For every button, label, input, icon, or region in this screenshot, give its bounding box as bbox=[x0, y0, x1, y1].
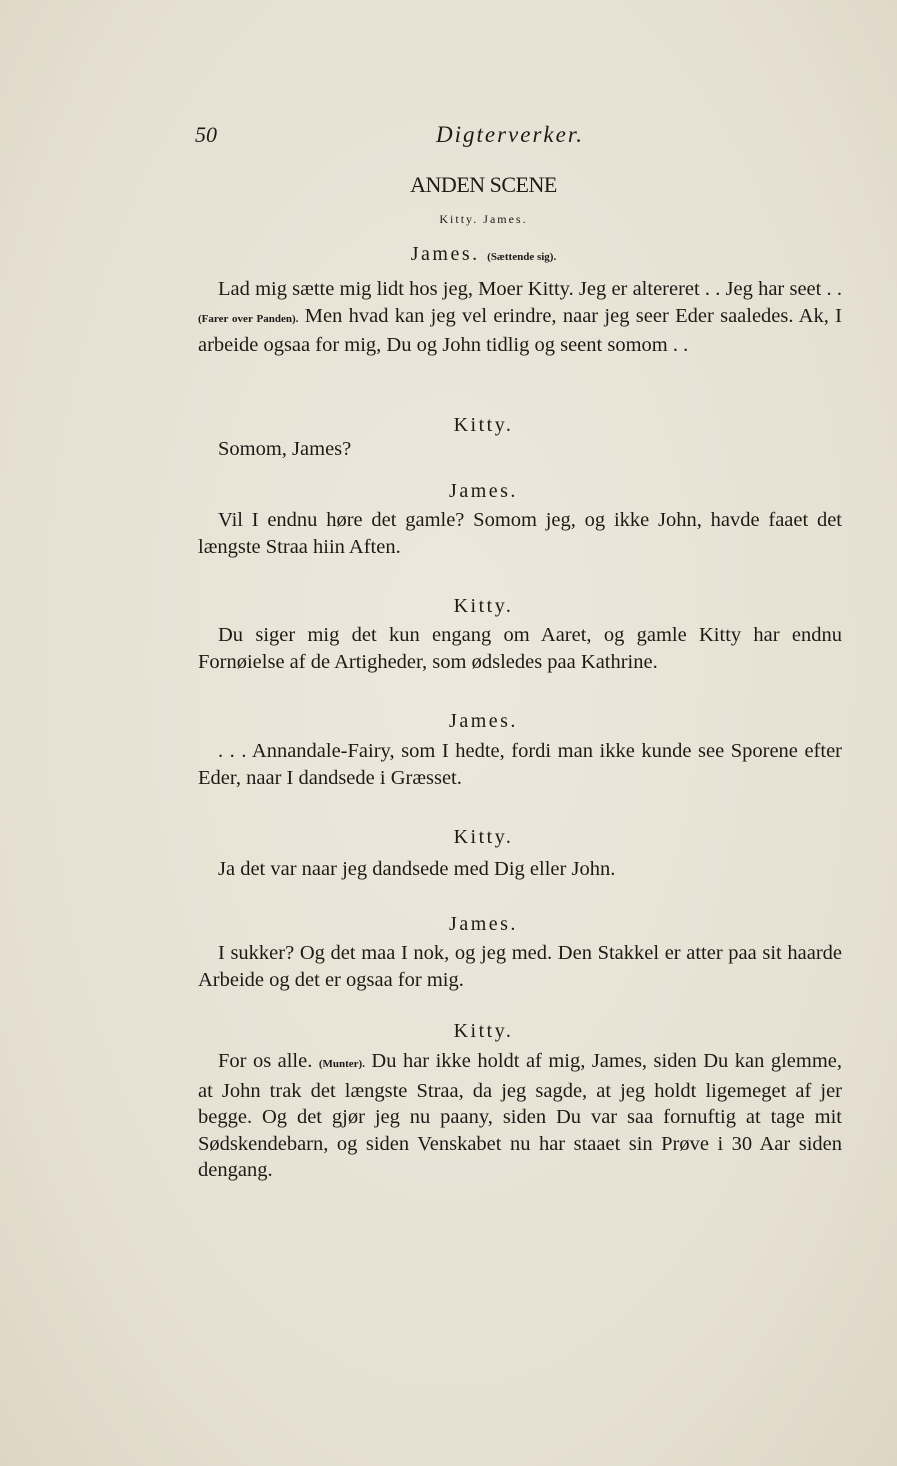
speech-part: Lad mig sætte mig lidt hos jeg, Moer Kitty. Jeg er altereret . . Jeg har seet . . bbox=[218, 278, 842, 300]
speaker-name: Kitty. bbox=[453, 1020, 514, 1042]
speech-text: I sukker? Og det maa I nok, og jeg med. Den Stakkel er atter paa sit haarde Arbeide og det er ogsaa for mig. bbox=[198, 942, 842, 991]
scene-characters: Kitty. James. bbox=[439, 212, 528, 226]
speaker-heading bbox=[0, 414, 897, 437]
speaker-heading bbox=[0, 710, 897, 733]
speaker-name: James. bbox=[449, 710, 518, 732]
speaker-heading bbox=[0, 480, 897, 503]
page-number: 50 bbox=[195, 122, 217, 147]
speech-part: Du har ikke holdt af mig, James, siden Du kan glemme, at John trak det længste Straa, da jeg sagde, at jeg holdt ligemeget af jer begge. Og det gjør jeg nu paany, siden Du var saa fornuftig at tage mit Sødskendebarn, og siden Venskabet nu har staaet sin Prøve i 30 Aar siden dengang. bbox=[198, 1050, 843, 1181]
speech-text: Du siger mig det kun engang om Aaret, og gamle Kitty har endnu Fornøielse af de Artigheder, som ødsledes paa Kathrine. bbox=[198, 624, 842, 673]
speaker-name: James. bbox=[449, 913, 518, 935]
scene-title: ANDEN SCENE bbox=[410, 172, 557, 197]
stage-direction-inline: (Munter). bbox=[318, 1058, 365, 1070]
stage-direction-inline: (Farer over Panden). bbox=[198, 312, 299, 325]
running-head bbox=[0, 122, 897, 152]
speaker-name: Kitty. bbox=[453, 414, 514, 436]
speaker-heading bbox=[0, 826, 897, 849]
speaker-name: Kitty. bbox=[453, 595, 514, 617]
speaker-heading bbox=[0, 913, 897, 936]
speech-text bbox=[198, 1048, 842, 1184]
speech-text: Somom, James? bbox=[218, 438, 352, 460]
speech-text: Ja det var naar jeg dandsede med Dig eller John. bbox=[218, 858, 616, 880]
speech-text bbox=[198, 276, 842, 359]
speech-text: . . . Annandale-Fairy, som I hedte, fordi man ikke kunde see Sporene efter Eder, naar I dandsede i Græsset. bbox=[198, 740, 842, 789]
speech-part: For os alle. bbox=[218, 1050, 319, 1072]
speech-text: Vil I endnu høre det gamle? Somom jeg, og ikke John, havde faaet det længste Straa hiin Aften. bbox=[198, 509, 842, 558]
running-title: Digterverker. bbox=[436, 122, 584, 147]
stage-direction: (Sættende sig). bbox=[487, 251, 557, 263]
speaker-heading bbox=[0, 1020, 897, 1043]
speaker-name: James. bbox=[449, 480, 518, 502]
speaker-heading bbox=[0, 595, 897, 618]
speech-part: Men hvad kan jeg vel erindre, naar jeg seer Eder saaledes. Ak, I arbeide ogsaa for mig, Du og John tidlig og seent somom . . bbox=[198, 304, 842, 356]
speaker-name: Kitty. bbox=[453, 826, 514, 848]
speaker-heading bbox=[0, 243, 897, 266]
speaker-name: James. bbox=[410, 243, 480, 265]
